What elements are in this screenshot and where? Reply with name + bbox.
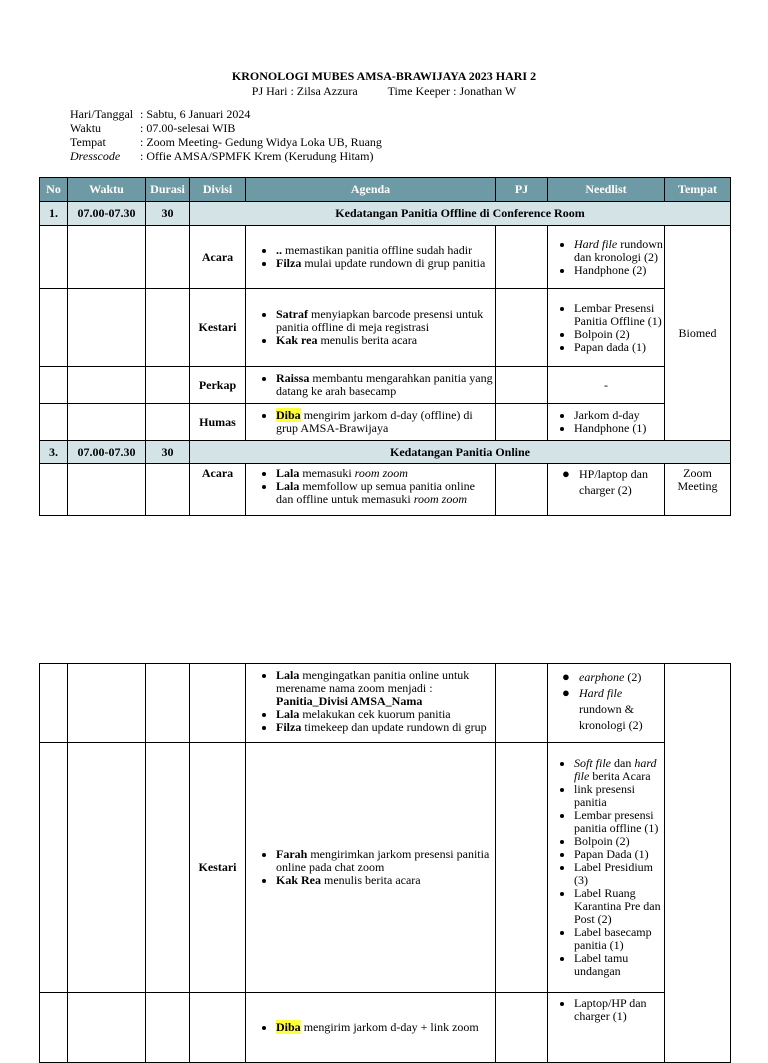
- agenda-item: • Filza timekeep dan update rundown di grup: [276, 721, 495, 734]
- agenda-cell: [246, 993, 496, 1063]
- section-row: [40, 202, 731, 226]
- agenda-item: • Satraf menyiapkan barcode presensi untuk panitia offline di meja registrasi: [276, 308, 495, 334]
- info-label: Dresscode: [70, 149, 121, 163]
- needlist-item: • Handphone (2): [574, 264, 664, 277]
- info-value: : 07.00-selesai WIB: [140, 121, 236, 135]
- needlist-cell: [548, 743, 665, 993]
- needlist-cell: -: [548, 367, 665, 404]
- agenda-cell: [246, 226, 496, 289]
- needlist-item: • Lembar Presensi Panitia Offline (1): [574, 302, 664, 328]
- pj-hari: PJ Hari : Zilsa Azzura: [251, 84, 358, 98]
- header-tempat: Tempat: [665, 178, 731, 202]
- needlist-cell: [548, 664, 665, 743]
- needlist-cell: [548, 404, 665, 441]
- tempat-cell: Zoom Meeting: [665, 464, 731, 516]
- agenda-cell: [246, 464, 496, 516]
- header-divisi: Divisi: [190, 178, 246, 202]
- agenda-item: • Diba mengirim jarkom d-day + link zoom: [276, 1021, 495, 1034]
- agenda-item: • Kak rea menulis berita acara: [276, 334, 495, 347]
- agenda-cell: [246, 404, 496, 441]
- document-subtitle: [0, 85, 768, 98]
- agenda-item: • Lala melakukan cek kuorum panitia: [276, 708, 495, 721]
- info-label: Hari/Tanggal: [70, 107, 134, 121]
- schedule-table-page2: [39, 663, 731, 1063]
- info-value: : Zoom Meeting- Gedung Widya Loka UB, Ruang: [140, 135, 382, 149]
- agenda-item: • Raissa membantu mengarahkan panitia yang datang ke arah basecamp: [276, 372, 495, 398]
- header-pj: PJ: [496, 178, 548, 202]
- needlist-item: • Bolpoin (2): [574, 835, 664, 848]
- needlist-item: • Laptop/HP dan charger (1): [574, 997, 664, 1023]
- needlist-item: • Soft file dan hard file berita Acara: [574, 757, 664, 783]
- info-row-time: [70, 122, 382, 136]
- agenda-item: • Lala memfollow up semua panitia online dan offline untuk memasuki room zoom: [276, 480, 495, 506]
- needlist-item: • Bolpoin (2): [574, 328, 664, 341]
- tempat-cell: Biomed: [665, 226, 731, 441]
- info-label: Waktu: [70, 121, 102, 135]
- table-row: [40, 367, 731, 404]
- needlist-item: • Papan dada (1): [574, 341, 664, 354]
- needlist-item: ● earphone (2): [562, 669, 664, 685]
- agenda-cell: [246, 289, 496, 367]
- needlist-item: • Jarkom d-day: [574, 409, 664, 422]
- section-durasi: 30: [146, 441, 190, 464]
- section-title: Kedatangan Panitia Online: [190, 441, 731, 464]
- header-agenda: Agenda: [246, 178, 496, 202]
- info-value: : Offie AMSA/SPMFK Krem (Kerudung Hitam): [140, 149, 374, 163]
- agenda-cell: [246, 367, 496, 404]
- agenda-item: • Farah mengirimkan jarkom presensi panitia online pada chat zoom: [276, 848, 495, 874]
- document-title: KRONOLOGI MUBES AMSA-BRAWIJAYA 2023 HARI 2: [231, 69, 537, 83]
- needlist-cell: [548, 464, 665, 516]
- needlist-item: • Label Presidium (3): [574, 861, 664, 887]
- table-row: [40, 404, 731, 441]
- needlist-item: • link presensi panitia: [574, 783, 664, 809]
- section-durasi: 30: [146, 202, 190, 226]
- needlist-item: ● HP/laptop dan charger (2): [562, 466, 664, 498]
- divisi-cell: Kestari: [190, 289, 246, 367]
- table-row: [40, 289, 731, 367]
- needlist-item: • Lembar presensi panitia offline (1): [574, 809, 664, 835]
- agenda-item: • Lala mengingatkan panitia online untuk merename nama zoom menjadi : Panitia_Divisi AMSA_Nama: [276, 669, 495, 708]
- agenda-item: • Kak Rea menulis berita acara: [276, 874, 495, 887]
- section-no: 1.: [40, 202, 68, 226]
- needlist-item: • Papan Dada (1): [574, 848, 664, 861]
- time-keeper: Time Keeper : Jonathan W: [387, 84, 517, 98]
- divisi-cell: Acara: [190, 226, 246, 289]
- section-row: [40, 441, 731, 464]
- needlist-item: • Label basecamp panitia (1): [574, 926, 664, 952]
- section-waktu: 07.00-07.30: [68, 441, 146, 464]
- needlist-cell: [548, 289, 665, 367]
- agenda-cell: [246, 664, 496, 743]
- header-no: No: [40, 178, 68, 202]
- table-header-row: [40, 178, 731, 202]
- divisi-cell: Kestari: [190, 743, 246, 993]
- agenda-item: • Diba mengirim jarkom d-day (offline) di grup AMSA-Brawijaya: [276, 409, 495, 435]
- section-title: Kedatangan Panitia Offline di Conference Room: [190, 202, 731, 226]
- tempat-cell: [665, 664, 731, 1063]
- header-waktu: Waktu: [68, 178, 146, 202]
- header-durasi: Durasi: [146, 178, 190, 202]
- table-row: [40, 464, 731, 516]
- needlist-item: ● Hard file rundown & kronologi (2): [562, 685, 664, 733]
- event-info: [70, 108, 382, 164]
- needlist-item: • Hard file rundown dan kronologi (2): [574, 238, 664, 264]
- table-row: [40, 743, 731, 993]
- needlist-item: • Handphone (1): [574, 422, 664, 435]
- needlist-cell: [548, 226, 665, 289]
- agenda-item: • .. memastikan panitia offline sudah hadir: [276, 244, 495, 257]
- info-value: : Sabtu, 6 Januari 2024: [140, 107, 251, 121]
- section-no: 3.: [40, 441, 68, 464]
- header-needlist: Needlist: [548, 178, 665, 202]
- needlist-cell: [548, 993, 665, 1063]
- agenda-item: • Lala memasuki room zoom: [276, 467, 495, 480]
- info-row-dresscode: [70, 150, 382, 164]
- table-row: [40, 993, 731, 1063]
- info-row-date: [70, 108, 382, 122]
- schedule-table-page1: [39, 177, 731, 516]
- divisi-cell: Humas: [190, 404, 246, 441]
- needlist-item: • Label Ruang Karantina Pre dan Post (2): [574, 887, 664, 926]
- divisi-cell: Perkap: [190, 367, 246, 404]
- info-label: Tempat: [70, 135, 106, 149]
- needlist-item: • Label tamu undangan: [574, 952, 664, 978]
- table-row: [40, 664, 731, 743]
- info-row-place: [70, 136, 382, 150]
- agenda-cell: [246, 743, 496, 993]
- section-waktu: 07.00-07.30: [68, 202, 146, 226]
- table-row: [40, 226, 731, 289]
- divisi-cell: Acara: [190, 464, 246, 516]
- agenda-item: • Filza mulai update rundown di grup panitia: [276, 257, 495, 270]
